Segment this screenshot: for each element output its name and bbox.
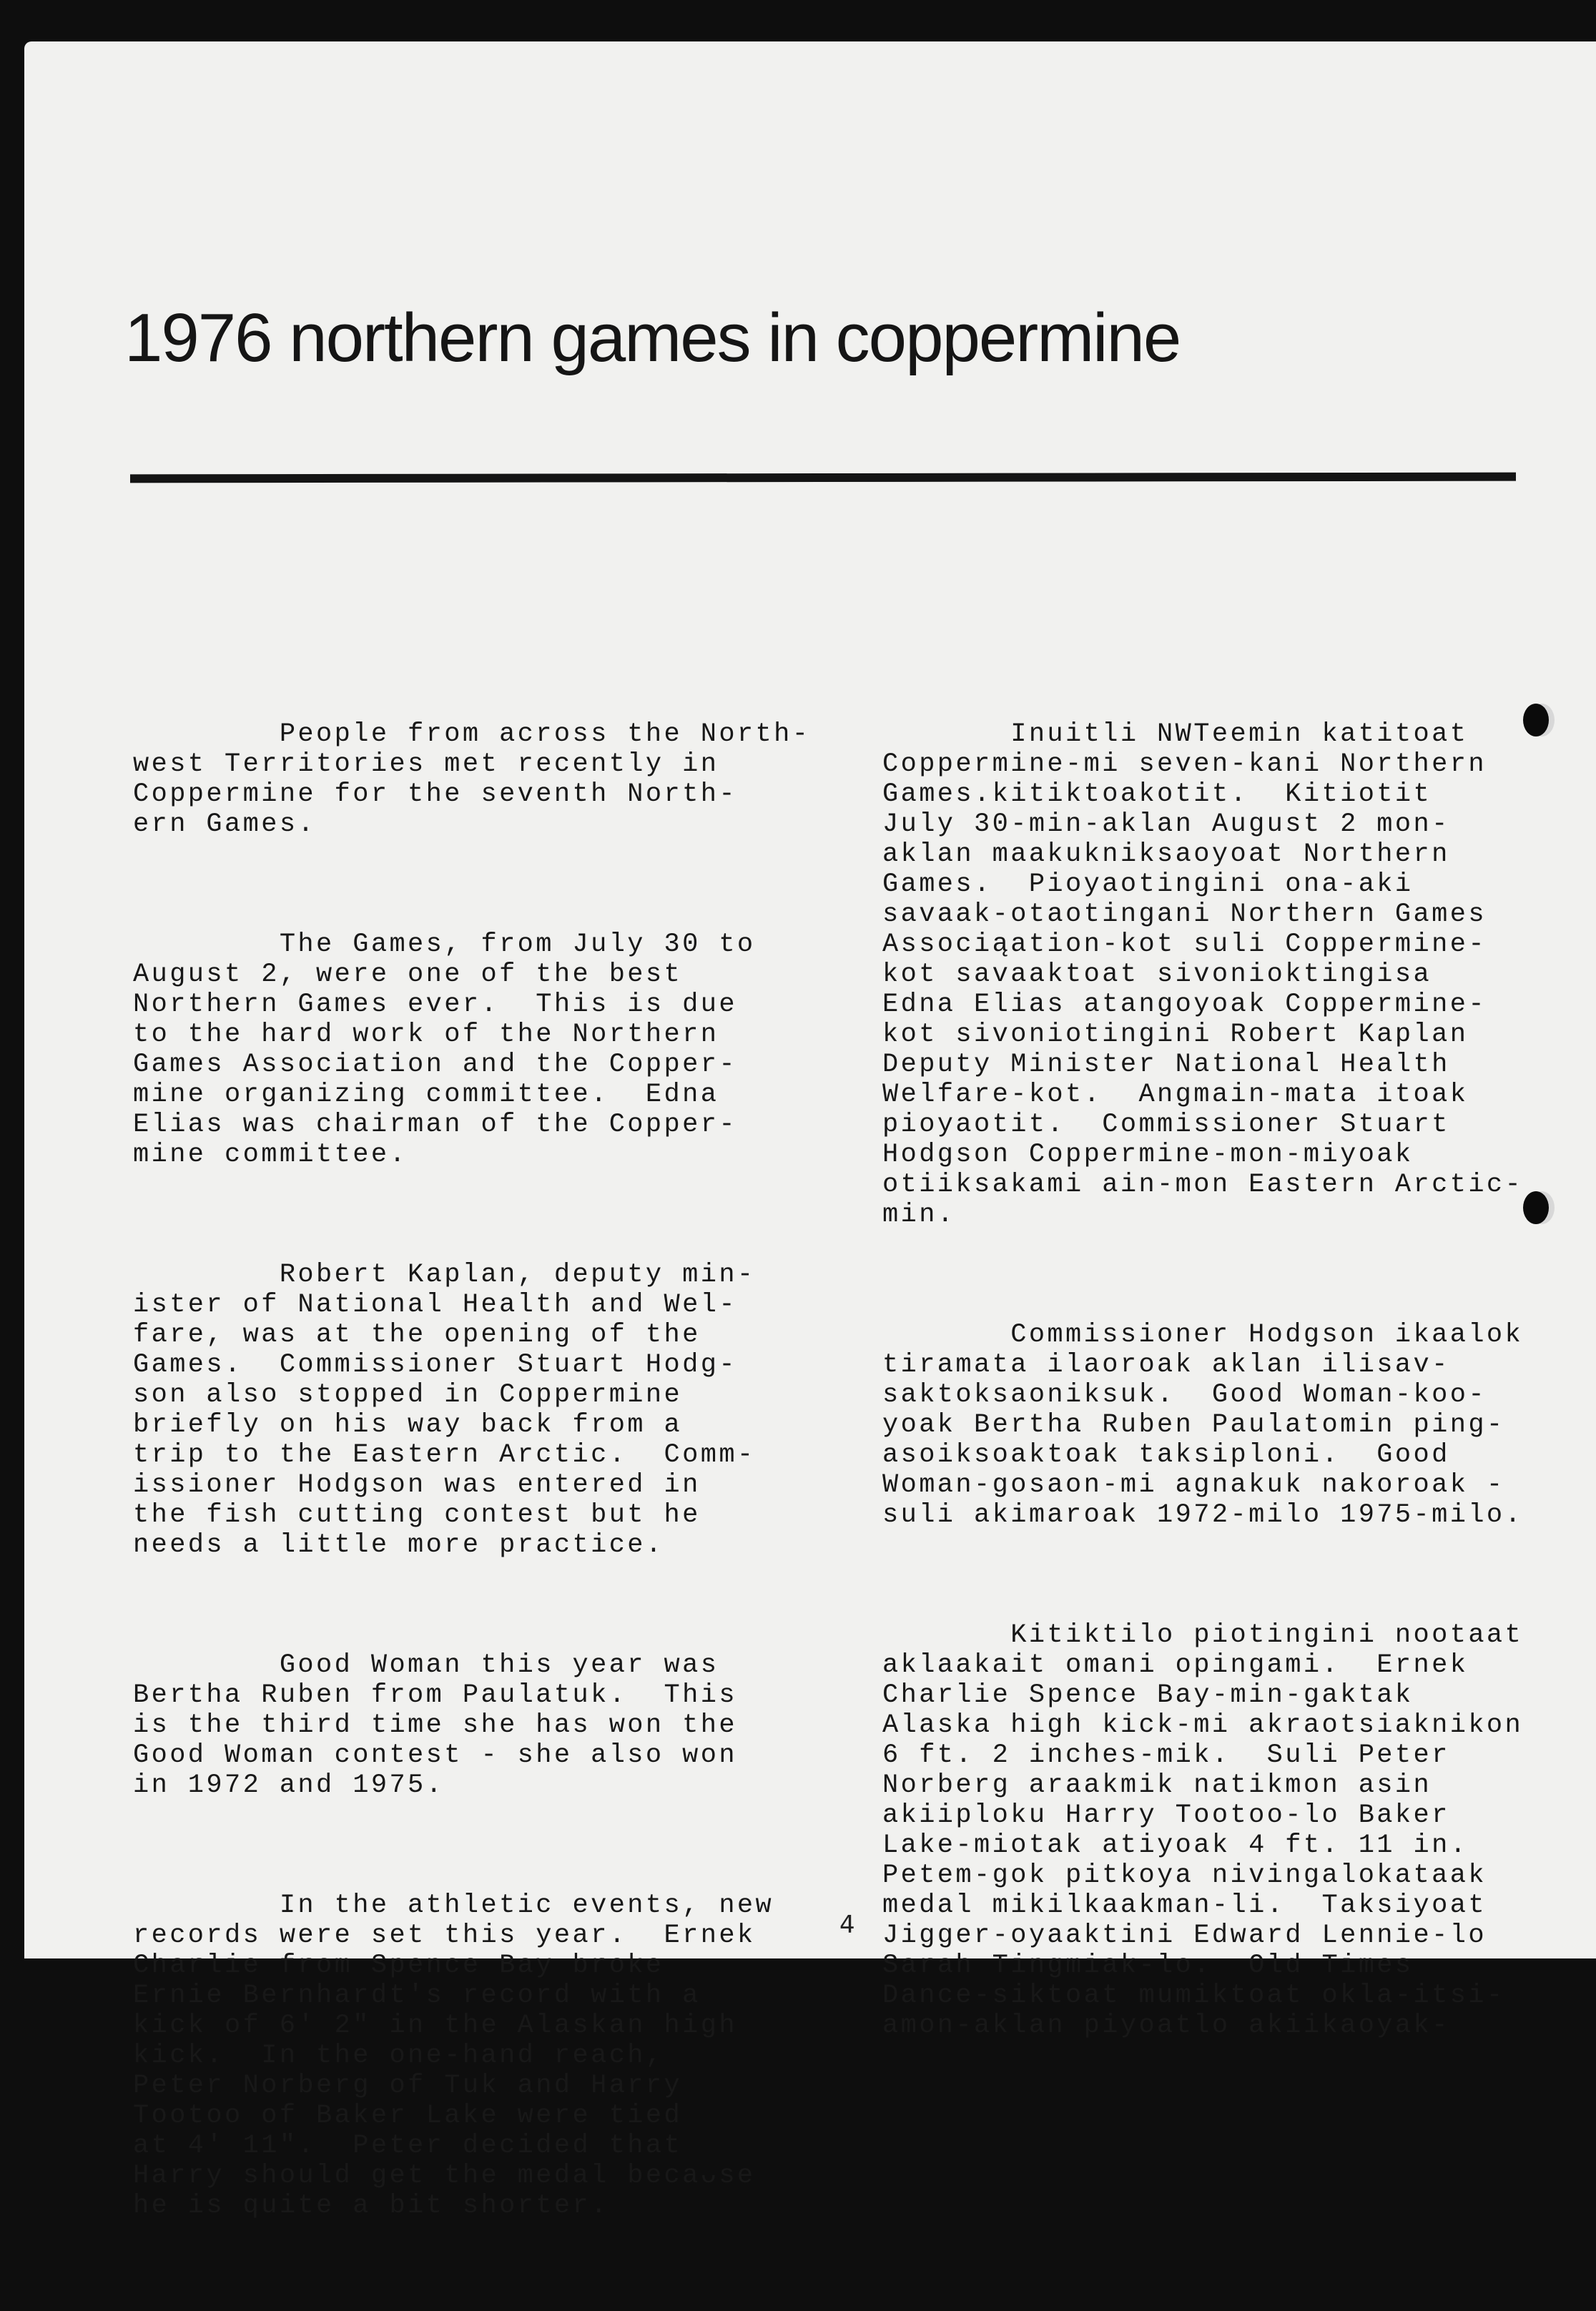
english-column — [133, 659, 848, 2311]
english-paragraph-3: Robert Kaplan, deputy min- ister of National Health and Wel- fare, was at the opening of the Games. Commissioner Stuart Hodg- son also stopped in Coppermine briefly on his way back from a trip to the Eastern Arctic. Comm- issioner Hodgson was entered in the fish cutting contest but he needs a little more practice. — [133, 1260, 756, 1560]
english-paragraph-5: In the athletic events, new records were set this year. Ernek Charlie from Spence Bay broke Ernie Bernhardt's record with a kick of 6' 2" in the Alaskan high kick. In the one-hand reach, Peter Norberg of Tuk and Harry Tootoo of Baker Lake were tied at 4' 11". Peter decided that Harry should get the medal becaᴗse he is quite a bit shorter. — [133, 1891, 774, 2221]
inuktitut-paragraph-2: Commissioner Hodgson ikaalok tiramata ilaoroak aklan ilisav- saktoksaoniksuk. Good Woman-koo- yoak Bertha Ruben Paulatomin ping- asoiksoaktoak taksiploni. Good Woman-gosaon-mi agnakuk nakoroak - suli akimaroak 1972-milo 1975-milo. — [882, 1320, 1524, 1530]
inuktitut-paragraph-3: Kitiktilo piotingini nootaat aklaakait omani opingami. Ernek Charlie Spence Bay-min-gaktak Alaska high kick-mi akraotsiaknikon 6 ft. 2 inches-mik. Suli Peter Norberg araakmik natikmon asin akiiploku Harry Tootoo-lo Baker Lake-miotak atiyoak 4 ft. 11 in. Petem-gok pitkoya nivingalokataak medal mikilkaakman-li. Taksiyoat Jigger-oyaaktini Edward Lennie-lo Sarah Tingmiak-lo. Old Times Dance-siktoat mumiktoat okla-itsi- amon-aklan piyoatlo akiikaoyak- — [882, 1620, 1524, 2041]
punch-hole-middle — [1523, 1191, 1549, 1224]
inuktitut-column — [882, 659, 1596, 2131]
page-number: 4 — [839, 1911, 855, 1939]
english-paragraph-2: The Games, from July 30 to August 2, were one of the best Northern Games ever. This is due to the hard work of the Northern Games Association and the Copper- mine organizing committee. Edna Elias was chairman of the Copper- mine committee. — [133, 930, 756, 1170]
title-rule — [130, 473, 1516, 483]
inuktitut-paragraph-1: Inuitli NWTeemin katitoat Coppermine-mi seven-kani Northern Games.kitiktoakotit. Kitiotit July 30-min-aklan August 2 mon- aklan maakukniksaoyoat Northern Games. Pioyaotingini ona-aki savaak-otaotingani Northern Games Associąation-kot suli Coppermine- kot savaaktoat sivonioktingisa Edna Elias atangoyoak Coppermine- kot sivoniotingini Robert Kaplan Deputy Minister National Health Welfare-kot. Angmain-mata itoak pioyaotit. Commissioner Stuart Hodgson Coppermine-mon-miyoak otiiksakami ain-mon Eastern Arctic- min. — [882, 719, 1524, 1230]
punch-hole-top — [1523, 704, 1549, 736]
page-title: 1976 northern games in coppermine — [124, 300, 1181, 376]
english-paragraph-4: Good Woman this year was Bertha Ruben from Paulatuk. This is the third time she has won the Good Woman contest - she also won in 1972 and 1975. — [133, 1650, 737, 1800]
page — [24, 41, 1596, 2221]
english-paragraph-1: People from across the North- west Territories met recently in Coppermine for the seventh North- ern Games. — [133, 719, 811, 839]
